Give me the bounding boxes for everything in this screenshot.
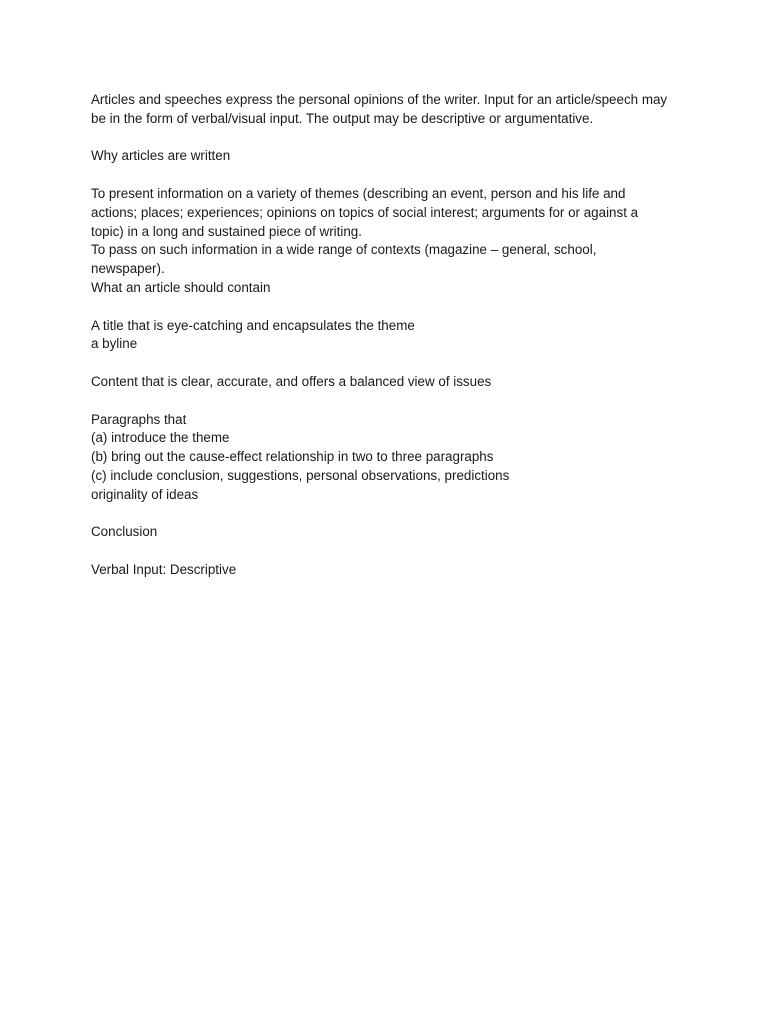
- purpose-paragraph-pass-on: To pass on such information in a wide range of contexts (magazine – general, school, newspaper).: [91, 242, 597, 277]
- section-heading-article-contents: What an article should contain: [91, 279, 271, 295]
- section-heading-why-articles: Why articles are written: [91, 148, 231, 164]
- content-item-paragraphs: Paragraphs that: [91, 411, 187, 427]
- intro-paragraph: Articles and speeches express the personal opinions of the writer. Input for an article/speech may be in the form of verbal/visual input. The output may be descriptive or argumentative.: [91, 92, 668, 126]
- document-body: [91, 91, 671, 580]
- purpose-paragraph-present: To present information on a variety of themes (describing an event, person and his life and actions; places; experiences; opinions on topics of social interest; arguments for or against a topic) in a long and sustained piece of writing.: [91, 185, 639, 239]
- paragraph-point-c: (c) include conclusion, suggestions, personal observations, predictions: [91, 467, 510, 483]
- section-heading-verbal-input: Verbal Input: Descriptive: [91, 561, 237, 577]
- content-item-originality: originality of ideas: [91, 486, 199, 502]
- content-item-content: Content that is clear, accurate, and offers a balanced view of issues: [91, 373, 492, 389]
- paragraph-point-b: (b) bring out the cause-effect relationship in two to three paragraphs: [91, 449, 494, 465]
- content-item-byline: a byline: [91, 336, 138, 352]
- content-item-title: A title that is eye-catching and encapsulates the theme: [91, 317, 415, 333]
- section-heading-conclusion: Conclusion: [91, 524, 158, 540]
- paragraph-point-a: (a) introduce the theme: [91, 430, 230, 446]
